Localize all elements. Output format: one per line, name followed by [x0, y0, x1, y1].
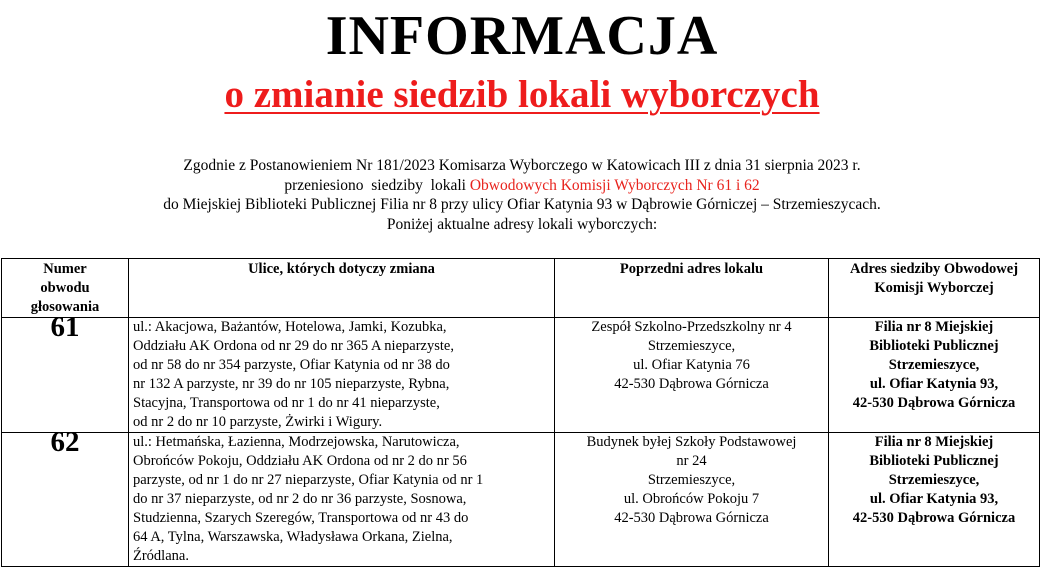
new-address-cell	[829, 433, 1040, 567]
district-number: 62	[2, 433, 129, 567]
intro-line-3: do Miejskiej Biblioteki Publicznej Filia nr 8 przy ulicy Ofiar Katynia 93 w Dąbrowie Górniczej – Strzemieszycach.	[163, 196, 881, 213]
previous-address-line: 42-530 Dąbrowa Górnicza	[614, 510, 769, 526]
previous-address-cell	[555, 318, 829, 433]
street-line: Oddziału AK Ordona od nr 29 do nr 365 A nieparzyste,	[133, 338, 454, 354]
page-subtitle	[0, 72, 1044, 118]
intro-line-1: Zgodnie z Postanowieniem Nr 181/2023 Komisarza Wyborczego w Katowicach III z dnia 31 sierpnia 2023 r.	[183, 157, 861, 174]
street-line: Obrońców Pokoju, Oddziału AK Ordona od nr 2 do nr 56	[133, 453, 467, 469]
new-address-line: 42-530 Dąbrowa Górnicza	[852, 395, 1016, 411]
intro-line-4: Poniżej aktualne adresy lokali wyborczych:	[386, 215, 658, 233]
new-address-line: Filia nr 8 Miejskiej	[874, 319, 994, 335]
new-address-line: Biblioteki Publicznej	[869, 338, 999, 354]
street-line: do nr 37 nieparzyste, od nr 2 do nr 36 parzyste, Sosnowa,	[133, 491, 467, 507]
street-line: od nr 2 do nr 10 parzyste, Żwirki i Wigury.	[133, 414, 383, 430]
new-address-line: Biblioteki Publicznej	[869, 453, 999, 469]
polling-stations-table	[1, 258, 1040, 567]
street-line: nr 132 A parzyste, nr 39 do nr 105 nieparzyste, Rybna,	[133, 376, 450, 392]
previous-address-line: 42-530 Dąbrowa Górnicza	[614, 376, 769, 392]
intro-line-2-prefix: przeniesiono siedziby lokali	[284, 176, 470, 194]
header-streets: Ulice, których dotyczy zmiana	[129, 259, 555, 318]
previous-address-line: Strzemieszyce,	[647, 338, 736, 354]
previous-address-line: nr 24	[676, 453, 707, 469]
street-line: ul.: Akacjowa, Bażantów, Hotelowa, Jamki, Kozubka,	[133, 319, 447, 335]
header-number-line: głosowania	[30, 299, 100, 315]
new-address-line: Strzemieszyce,	[888, 357, 980, 373]
intro-line-2-highlight: Obwodowych Komisji Wyborczych Nr 61 i 62	[469, 176, 760, 194]
new-address-line: Filia nr 8 Miejskiej	[874, 434, 994, 450]
new-address-cell	[829, 318, 1040, 433]
table-row	[2, 318, 1040, 433]
header-previous-address: Poprzedni adres lokalu	[555, 259, 829, 318]
district-number: 61	[2, 318, 129, 433]
previous-address-line: Budynek byłej Szkoły Podstawowej	[586, 434, 797, 450]
table-header-row	[2, 259, 1040, 318]
street-line: Źródlana.	[133, 548, 189, 564]
header-number-line: Numer	[43, 261, 87, 277]
header-new-address-line: Adres siedziby Obwodowej	[849, 261, 1019, 277]
table-row	[2, 433, 1040, 567]
subtitle-text: o zmianie siedzib lokali wyborczych	[224, 73, 820, 116]
streets-cell	[129, 318, 555, 433]
header-number	[2, 259, 129, 318]
previous-address-cell	[555, 433, 829, 567]
header-number-line: obwodu	[40, 280, 90, 296]
intro-paragraph	[0, 156, 1044, 234]
street-line: parzyste, od nr 1 do nr 27 nieparzyste, Ofiar Katynia od nr 1	[133, 472, 484, 488]
street-line: Stacyjna, Transportowa od nr 1 do nr 41 nieparzyste,	[133, 395, 440, 411]
previous-address-line: Zespół Szkolno-Przedszkolny nr 4	[591, 319, 792, 335]
previous-address-line: ul. Ofiar Katynia 76	[633, 357, 750, 373]
street-line: od nr 58 do nr 354 parzyste, Ofiar Katynia od nr 38 do	[133, 357, 450, 373]
new-address-line: ul. Ofiar Katynia 93,	[869, 376, 999, 392]
new-address-line: 42-530 Dąbrowa Górnicza	[852, 510, 1016, 526]
street-line: 64 A, Tylna, Warszawska, Władysława Orkana, Zielna,	[133, 529, 453, 545]
previous-address-line: Strzemieszyce,	[647, 472, 736, 488]
page-title: INFORMACJA	[325, 5, 719, 67]
header-new-address-line: Komisji Wyborczej	[874, 280, 994, 296]
previous-address-line: ul. Obrońców Pokoju 7	[623, 491, 760, 507]
header-new-address	[829, 259, 1040, 318]
street-line: ul.: Hetmańska, Łazienna, Modrzejowska, Narutowicza,	[133, 434, 460, 450]
streets-cell	[129, 433, 555, 567]
street-line: Studzienna, Szarych Szeregów, Transportowa od nr 43 do	[133, 510, 469, 526]
new-address-line: Strzemieszyce,	[888, 472, 980, 488]
new-address-line: ul. Ofiar Katynia 93,	[869, 491, 999, 507]
intro-line-2	[0, 176, 1044, 196]
